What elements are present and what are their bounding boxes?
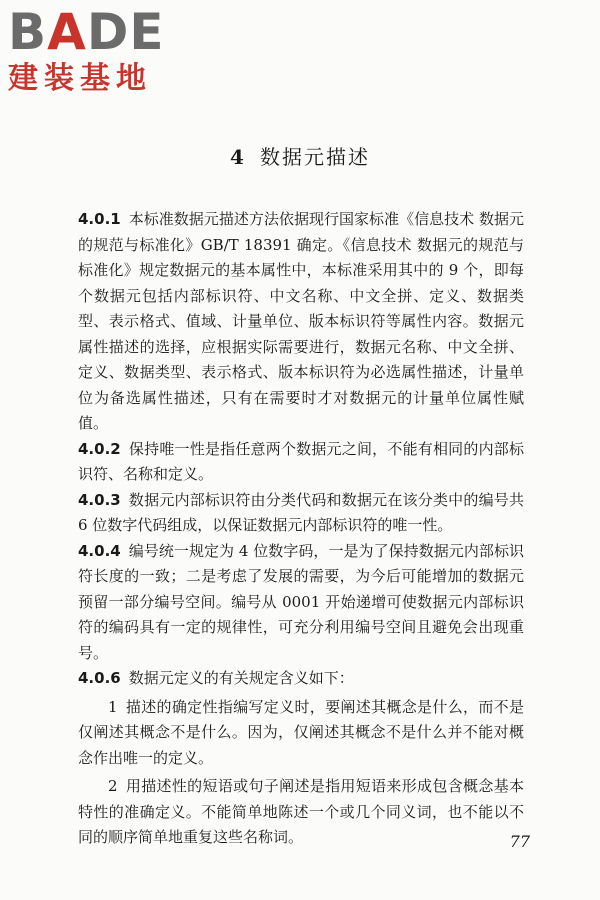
- list-item-number: 2: [108, 777, 118, 795]
- clause-4-0-1: [78, 207, 524, 437]
- clause-4-0-4: [78, 539, 524, 667]
- clause-text: 数据元内部标识符由分类代码和数据元在该分类中的编号共 6 位数字代码组成，以保证数据元内部标识符的唯一性。: [78, 490, 524, 534]
- page-number: 77: [509, 832, 530, 851]
- document-body: [78, 207, 524, 851]
- bade-logo: [8, 3, 165, 96]
- clause-number: 4.0.3: [78, 490, 121, 509]
- clause-text: 编号统一规定为 4 位数字码，一是为了保持数据元内部标识符长度的一致；二是考虑了发展的需要，为今后可能增加的数据元预留一部分编号空间。编号从 0001 开始递增可使数据元内部标识符的编码具有一定的规律性，可充分利用编号空间且避免会出现重号。: [78, 541, 524, 662]
- chapter-title: 数据元描述: [259, 145, 370, 169]
- clause-4-0-3: [78, 488, 524, 539]
- list-item-text: 用描述性的短语或句子阐述是指用短语来形成包含概念基本特性的准确定义。不能简单地陈述一个或几个同义词，也不能以不同的顺序简单地重复这些名称词。: [78, 777, 524, 846]
- list-item-text: 描述的确定性指编写定义时，要阐述其概念是什么，而不是仅阐述其概念不是什么。因为，仅阐述其概念不是什么并不能对概念作出唯一的定义。: [78, 697, 524, 767]
- clause-4-0-2: [78, 437, 524, 488]
- chapter-heading: [0, 143, 600, 171]
- list-item-number: 1: [108, 697, 118, 716]
- chapter-number: 4: [230, 145, 246, 169]
- logo-letters-after: DE: [86, 3, 165, 61]
- logo-letters-before: B: [8, 3, 48, 61]
- clause-text: 本标准数据元描述方法依据现行国家标准《信息技术 数据元的规范与标准化》GB/T 18391 确定。《信息技术 数据元的规范与标准化》规定数据元的基本属性中，本标准采用其中的 9 个，即每个数据元包括内部标识符、中文名称、中文全拼、定义、数据类型、表示格式、值域、计量单位、版本标识符等属性内容。数据元属性描述的选择，应根据实际需要进行，数据元名称、中文全拼、定义、数据类型、表示格式、版本标识符为必选属性描述，计量单位为备选属性描述，只有在需要时才对数据元的计量单位属性赋值。: [78, 210, 524, 432]
- clause-number: 4.0.2: [78, 439, 121, 458]
- clause-number: 4.0.4: [78, 541, 121, 560]
- clause-number: 4.0.1: [78, 210, 121, 228]
- logo-wordmark: [8, 3, 165, 61]
- clause-4-0-6: [78, 666, 524, 692]
- clause-number: 4.0.6: [78, 669, 121, 687]
- clause-text: 数据元定义的有关规定含义如下：: [128, 669, 354, 687]
- list-item-2: [78, 774, 524, 851]
- clause-text: 保持唯一性是指任意两个数据元之间，不能有相同的内部标识符、名称和定义。: [78, 439, 524, 483]
- logo-chinese-text: 建装基地: [8, 61, 152, 96]
- logo-accent-letter: A: [47, 3, 87, 61]
- list-item-1: [78, 695, 524, 772]
